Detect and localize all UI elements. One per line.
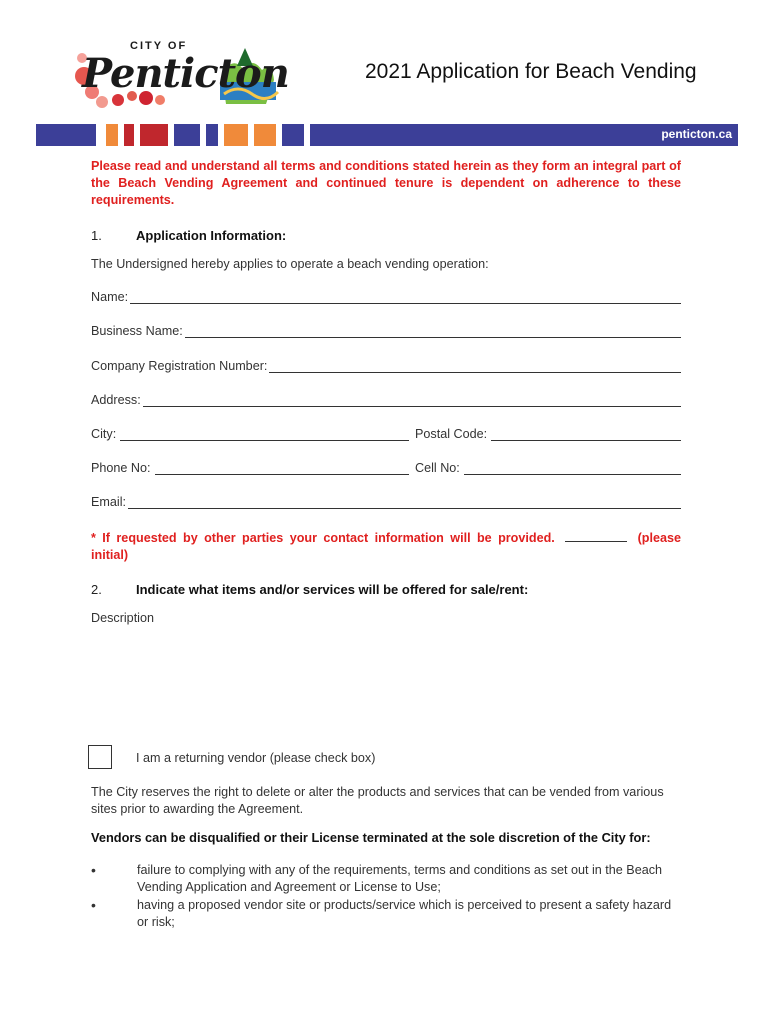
contact-info-notice xyxy=(91,530,681,564)
phone-label: Phone No: xyxy=(91,461,151,475)
postal-code-input-line[interactable] xyxy=(491,427,681,441)
disqualification-list xyxy=(91,862,681,932)
disqualification-heading: Vendors can be disqualified or their License terminated at the sole discretion of the City for: xyxy=(91,830,651,845)
email-field[interactable] xyxy=(91,495,681,509)
company-registration-label: Company Registration Number: xyxy=(91,359,268,373)
postal-code-label: Postal Code: xyxy=(415,427,488,441)
email-input-line[interactable] xyxy=(128,495,681,509)
name-field[interactable] xyxy=(91,290,681,304)
city-field[interactable] xyxy=(91,427,409,441)
address-field[interactable] xyxy=(91,393,681,407)
section-1-intro: The Undersigned hereby applies to operate a beach vending operation: xyxy=(91,257,489,271)
list-item-text: failure to complying with any of the requirements, terms and conditions as set out in the Beach Vending Application and Agreement or License to Use; xyxy=(137,863,663,894)
city-input-line[interactable] xyxy=(120,427,409,441)
terms-warning: Please read and understand all terms and conditions stated herein as they form an integral part of the Beach Vending Agreement and continued tenure is dependent on adherence to these requirements. xyxy=(91,159,681,207)
company-registration-field[interactable] xyxy=(91,359,681,373)
returning-vendor-label: I am a returning vendor (please check box) xyxy=(136,751,376,765)
section-2-number: 2. xyxy=(91,582,102,597)
website-url: penticton.ca xyxy=(661,127,732,141)
business-name-label: Business Name: xyxy=(91,324,183,338)
postal-code-field[interactable] xyxy=(415,427,681,441)
section-1-title: Application Information: xyxy=(136,228,287,243)
name-label: Name: xyxy=(91,290,129,304)
email-label: Email: xyxy=(91,495,126,509)
logo-city-of-text: CITY OF xyxy=(130,40,188,52)
address-label: Address: xyxy=(91,393,141,407)
cell-input-line[interactable] xyxy=(464,461,681,475)
please-initial-text: (please initial) xyxy=(91,531,682,562)
city-reserves-text: The City reserves the right to delete or alter the products and services that can be vended from various sites prior to awarding the Agreement. xyxy=(91,785,664,816)
list-item xyxy=(91,897,681,931)
logo-wordmark: Penticton xyxy=(82,50,289,97)
list-item xyxy=(91,862,681,896)
description-label: Description xyxy=(91,611,154,625)
returning-vendor-checkbox[interactable] xyxy=(88,745,112,769)
city-label: City: xyxy=(91,427,117,441)
name-input-line[interactable] xyxy=(130,290,681,304)
city-postal-row xyxy=(91,427,681,441)
phone-field[interactable] xyxy=(91,461,409,475)
bullet-icon: • xyxy=(91,862,96,878)
list-item-text: having a proposed vendor site or products/service which is perceived to present a safety hazard or risk; xyxy=(137,898,672,929)
phone-input-line[interactable] xyxy=(155,461,409,475)
cell-field[interactable] xyxy=(415,461,681,475)
company-registration-input-line[interactable] xyxy=(269,359,681,373)
initial-input-line[interactable] xyxy=(565,530,627,542)
section-1-number: 1. xyxy=(91,228,102,243)
document-title: 2021 Application for Beach Vending xyxy=(365,60,697,83)
section-2-title: Indicate what items and/or services will be offered for sale/rent: xyxy=(136,582,529,597)
phone-cell-row xyxy=(91,461,681,475)
bullet-icon: • xyxy=(91,897,96,913)
header-banner xyxy=(36,124,738,146)
business-name-field[interactable] xyxy=(91,324,681,338)
business-name-input-line[interactable] xyxy=(185,324,681,338)
cell-label: Cell No: xyxy=(415,461,460,475)
address-input-line[interactable] xyxy=(143,393,681,407)
contact-info-notice-text: * If requested by other parties your contact information will be provided. xyxy=(91,531,555,545)
